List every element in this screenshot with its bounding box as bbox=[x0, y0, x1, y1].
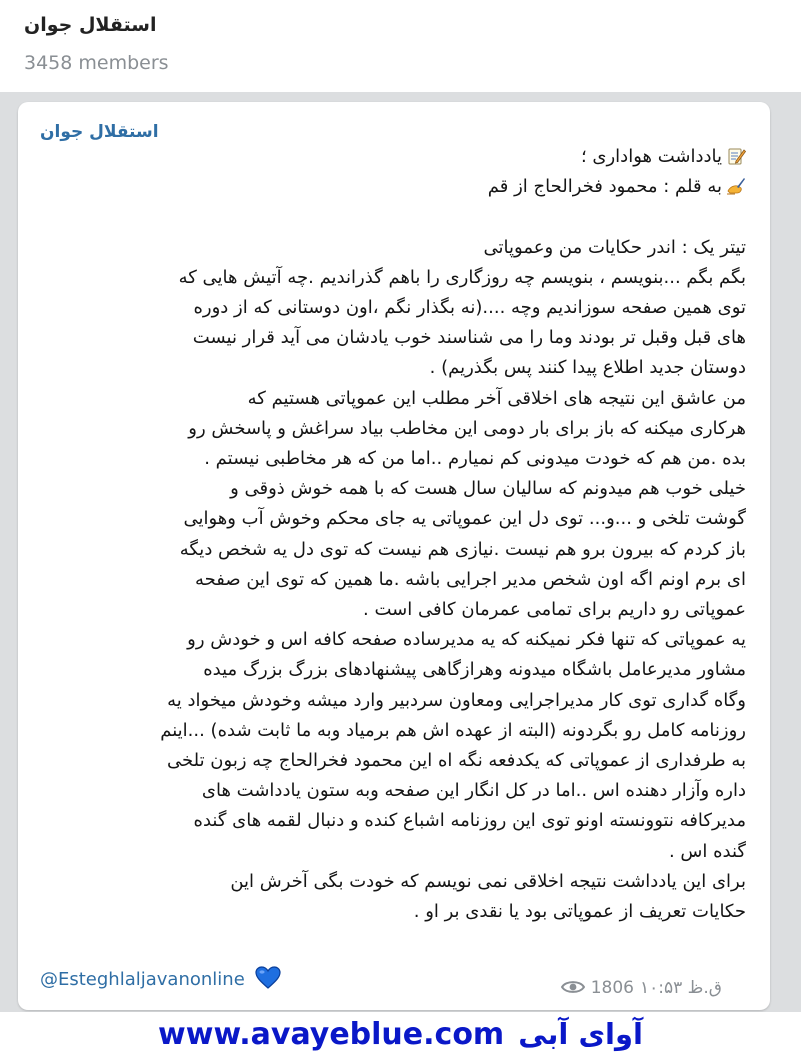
message-line bbox=[40, 746, 746, 776]
message-line-text: من عاشق این نتیجه های اخلاقی آخر مطلب این عموپاتی هستیم که bbox=[247, 387, 746, 409]
message-line bbox=[40, 535, 746, 565]
message-line-text: تیتر یک : اندر حکایات من وعموپاتی bbox=[483, 236, 746, 258]
message-line-text: گوشت تلخی و ...و... توی دل این عموپاتی یه جای محکم وخوش آب وهوایی bbox=[183, 508, 746, 530]
message-line bbox=[40, 716, 746, 746]
member-count: 3458 members bbox=[24, 52, 169, 74]
message-line-text: وگاه گداری توی کار مدیراجرایی ومعاون سردبیر وارد میشه وخودش میخواد یه bbox=[167, 689, 746, 711]
message-line-text: بگم بگم ...بنویسم ، بنویسم چه روزگاری را باهم گذراندیم .چه آتیش هایی که bbox=[178, 266, 746, 288]
message-line-text: مشاور مدیرعامل باشگاه میدونه وهرازگاهی پیشنهادهای بزرگ بزرگ میده bbox=[203, 659, 746, 681]
channel-title[interactable]: استقلال جوان bbox=[24, 14, 157, 36]
message-line bbox=[40, 897, 746, 927]
footer-link-line bbox=[40, 966, 281, 990]
message-line bbox=[40, 142, 746, 172]
message-line-text: بده .من هم که خودت میدونی کم نمیارم ..اما من که هر مخاطبی نیستم . bbox=[204, 448, 746, 470]
message-line bbox=[40, 565, 746, 595]
message-line bbox=[40, 293, 746, 323]
message-line bbox=[40, 867, 746, 897]
message-line-text: خیلی خوب هم میدونم که سالیان سال هست که با همه خوش ذوقی و bbox=[230, 478, 746, 500]
watermark-url[interactable]: www.avayeblue.com bbox=[158, 1017, 505, 1052]
message-line-text: عموپاتی رو داریم برای تمامی عمرمان کافی است . bbox=[363, 599, 746, 621]
message-line bbox=[40, 776, 746, 806]
message-line-text: حکایات تعریف از عموپاتی بود یا نقدی بر او . bbox=[413, 901, 746, 923]
message-line-text: به قلم : محمود فخرالحاج از قم bbox=[487, 176, 722, 198]
message-time: ق.ظ ۱۰:۵۳ bbox=[640, 978, 722, 998]
message-line bbox=[40, 625, 746, 655]
memo-icon bbox=[726, 146, 746, 166]
message-line bbox=[40, 686, 746, 716]
watermark-title: آوای آبی bbox=[518, 1017, 643, 1051]
message-line-text: داره وآزار دهنده اس ..اما در کل انگار این صفحه وبه ستون یادداشت های bbox=[201, 780, 746, 802]
message-line bbox=[40, 444, 746, 474]
message-line bbox=[40, 504, 746, 534]
channel-header[interactable] bbox=[0, 0, 801, 92]
message-line bbox=[40, 233, 746, 263]
message-sender[interactable]: استقلال جوان bbox=[40, 122, 159, 142]
message-line bbox=[40, 414, 746, 444]
message-line-text: های قبل وقبل تر بودند وما را می شناسند خوب یادشان می آید قرار نیست bbox=[192, 327, 746, 349]
message-text bbox=[40, 142, 746, 927]
watermark-banner bbox=[0, 1012, 801, 1060]
message-bubble[interactable] bbox=[18, 102, 770, 1010]
message-line-text: توی همین صفحه سوزاندیم وچه ....(نه بگذار نگم ،اون دوستانی که از دوره bbox=[193, 297, 746, 318]
blue-heart-icon bbox=[255, 966, 281, 990]
message-line bbox=[40, 202, 746, 232]
message-line bbox=[40, 655, 746, 685]
message-line-text: برای این یادداشت نتیجه اخلاقی نمی نویسم که خودت بگی آخرش این bbox=[230, 870, 746, 892]
message-line-text: هرکاری میکنه که باز برای بار دومی این مخاطب بیاد سراغش و پاسخش رو bbox=[188, 417, 746, 439]
message-line bbox=[40, 474, 746, 504]
message-line-text: باز کردم که بیرون برو هم نیست .نیازی هم نیست که توی دل یه شخص دیگه bbox=[179, 538, 746, 560]
message-line bbox=[40, 323, 746, 353]
message-line bbox=[40, 263, 746, 293]
message-line-text: یه عموپاتی که تنها فکر نمیکنه که یه مدیرساده صفحه کافه اس و خودش رو bbox=[187, 629, 746, 651]
message-line bbox=[40, 595, 746, 625]
eye-icon bbox=[561, 979, 585, 995]
message-line-text: روزنامه کامل رو بگردونه (البته از عهده اش هم برمیاد وبه ما ثابت شده) ...اینم bbox=[160, 719, 746, 741]
message-line-text: ای برم اونم اگه اون شخص مدیر اجرایی باشه .ما همین که توی این صفحه bbox=[194, 568, 746, 590]
message-line bbox=[40, 353, 746, 383]
message-line-text: مدیرکافه نتوونسته اونو توی این روزنامه اشباع کنده و دنبال لقمه های گنده bbox=[193, 810, 746, 832]
writing-hand-icon bbox=[726, 176, 746, 196]
message-line-text: دوستان جدید اطلاع پیدا کنند پس بگذریم) . bbox=[429, 357, 746, 379]
message-line bbox=[40, 384, 746, 414]
channel-link[interactable]: @Esteghlaljavanonline bbox=[40, 969, 245, 990]
message-meta bbox=[561, 978, 728, 998]
message-line bbox=[40, 172, 746, 202]
message-line-text: یادداشت هواداری ؛ bbox=[580, 146, 722, 167]
message-line bbox=[40, 837, 746, 867]
message-line-text: به طرفداری از عموپاتی که یکدفعه نگه اه این محمود فخرالحاج چه زبون تلخی bbox=[166, 750, 746, 772]
message-line bbox=[40, 806, 746, 836]
view-count: 1806 bbox=[590, 978, 634, 998]
message-line-text: گنده اس . bbox=[668, 840, 746, 862]
